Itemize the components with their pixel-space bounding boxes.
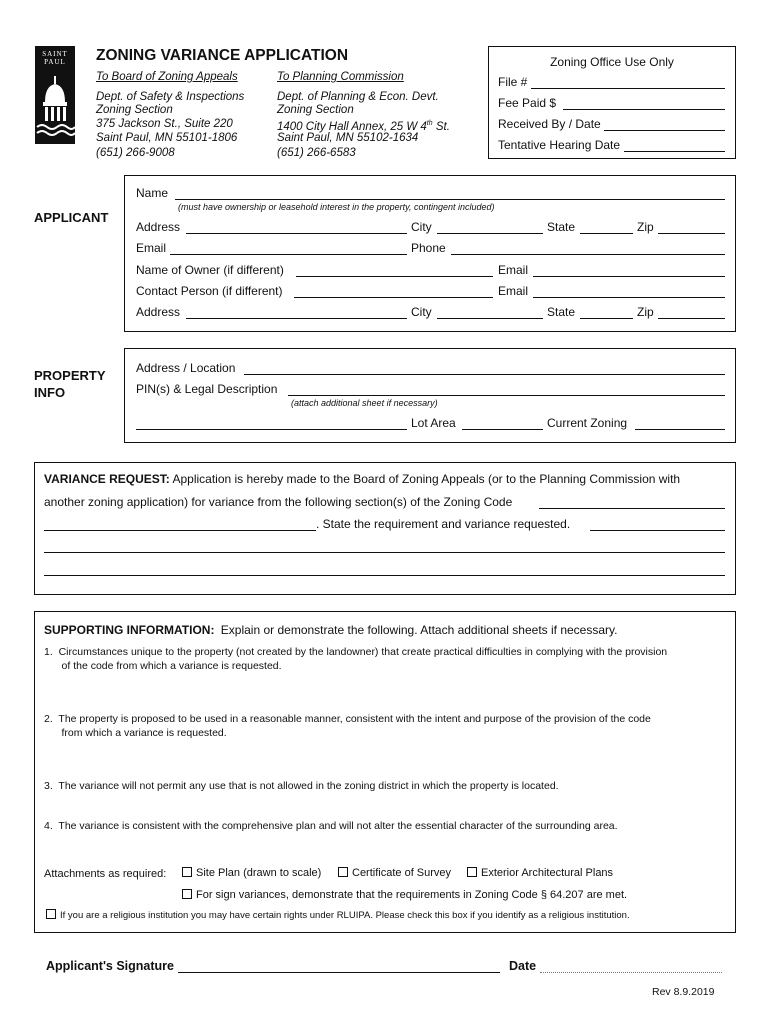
city2-label: City (411, 305, 432, 319)
site-plan-checkbox[interactable] (182, 867, 192, 877)
current-zoning-label: Current Zoning (547, 416, 628, 430)
lot-area-field[interactable] (462, 429, 543, 430)
contact-email-label: Email (498, 284, 529, 298)
phone-field[interactable] (451, 254, 725, 255)
variance-text-3: . State the requirement and variance requested. (316, 517, 571, 531)
pc-line-5: (651) 266-6583 (277, 147, 356, 159)
bza-line-4: Saint Paul, MN 55101-1806 (96, 132, 238, 144)
bza-line-3: 375 Jackson St., Suite 220 (96, 118, 233, 130)
address2-label: Address (136, 305, 181, 319)
logo-text-saint: SAINT (42, 50, 68, 58)
page-title: ZONING VARIANCE APPLICATION (96, 47, 349, 64)
owner-email-field[interactable] (533, 276, 725, 277)
pc-line-1: Dept. of Planning & Econ. Devt. (277, 91, 439, 103)
date-field[interactable] (540, 972, 722, 973)
supporting-heading: SUPPORTING INFORMATION: (44, 623, 215, 637)
received-by-field[interactable] (604, 130, 725, 131)
city-label: City (411, 220, 432, 234)
pc-line-3-sup: th (426, 120, 433, 127)
legal-description-field[interactable] (136, 429, 407, 430)
bza-line-5: (651) 266-9008 (96, 147, 175, 159)
name-label: Name (136, 186, 169, 200)
sign-label: For sign variances, demonstrate that the requirements in Zoning Code § 64.207 are met. (196, 889, 628, 901)
variance-text-2: another zoning application) for variance from the following section(s) of the Zoning Code (44, 495, 513, 509)
state2-field[interactable] (580, 318, 633, 319)
zip-field[interactable] (658, 233, 725, 234)
lot-area-label: Lot Area (411, 416, 456, 430)
supporting-item-3: 3. The variance will not permit any use that is not allowed in the zoning district in which the property is located. (44, 780, 559, 792)
current-zoning-field[interactable] (635, 429, 725, 430)
variance-heading: VARIANCE REQUEST: (44, 472, 170, 486)
zip2-label: Zip (637, 305, 654, 319)
site-plan-option[interactable] (182, 866, 321, 880)
address-field[interactable] (186, 233, 407, 234)
name-field[interactable] (175, 199, 725, 200)
bza-heading: To Board of Zoning Appeals (96, 71, 238, 83)
rluipa-checkbox[interactable] (46, 909, 56, 919)
certificate-option[interactable] (338, 866, 451, 880)
pin-label: PIN(s) & Legal Description (136, 382, 278, 396)
code-section-field[interactable] (539, 508, 725, 509)
email-field[interactable] (170, 254, 407, 255)
pin-field[interactable] (288, 395, 725, 396)
date-label: Date (509, 959, 537, 973)
saint-paul-logo (35, 46, 75, 144)
pc-line-2: Zoning Section (277, 104, 354, 116)
received-by-label: Received By / Date (498, 117, 601, 131)
pc-line-4: Saint Paul, MN 55102-1634 (277, 132, 419, 144)
rluipa-option[interactable] (46, 909, 630, 923)
office-use-title: Zoning Office Use Only (550, 55, 674, 69)
hearing-date-label: Tentative Hearing Date (498, 138, 621, 152)
email-label: Email (136, 241, 167, 255)
logo-text-paul: PAUL (44, 58, 66, 66)
property-section-title-1: PROPERTY (34, 368, 106, 383)
contact-label: Contact Person (if different) (136, 284, 283, 298)
state-field[interactable] (580, 233, 633, 234)
city2-field[interactable] (437, 318, 543, 319)
name-note: (must have ownership or leasehold interest in the property, contingent included) (178, 202, 495, 212)
code-section-field-2[interactable] (44, 530, 316, 531)
supporting-item-4: 4. The variance is consistent with the comprehensive plan and will not alter the essential character of the surrounding area. (44, 820, 618, 832)
location-label: Address / Location (136, 361, 236, 375)
supporting-header (44, 623, 617, 637)
state2-label: State (547, 305, 576, 319)
pc-line-3-text: 1400 City Hall Annex, 25 W 4 (277, 120, 427, 133)
hearing-date-field[interactable] (624, 151, 725, 152)
pc-heading: To Planning Commission (277, 71, 404, 83)
fee-paid-label: Fee Paid $ (498, 96, 557, 110)
file-number-label: File # (498, 75, 528, 89)
zip2-field[interactable] (658, 318, 725, 319)
variance-text-1: Application is hereby made to the Board of Zoning Appeals (or to the Planning Commission with (172, 472, 681, 486)
revision-label: Rev 8.9.2019 (652, 986, 715, 998)
attachments-label: Attachments as required: (44, 868, 167, 880)
bza-line-1: Dept. of Safety & Inspections (96, 91, 245, 103)
applicant-section-title: APPLICANT (34, 210, 109, 225)
pin-note: (attach additional sheet if necessary) (291, 398, 438, 408)
requirement-field-1[interactable] (590, 530, 725, 531)
property-section-title-2: INFO (34, 385, 66, 400)
exterior-label: Exterior Architectural Plans (481, 867, 614, 879)
signature-label: Applicant's Signature (46, 959, 174, 973)
address-label: Address (136, 220, 181, 234)
address2-field[interactable] (186, 318, 407, 319)
certificate-label: Certificate of Survey (352, 867, 452, 879)
rluipa-label: If you are a religious institution you may have certain rights under RLUIPA. Please check this box if you identify as a religious institution. (60, 910, 630, 921)
location-field[interactable] (244, 374, 725, 375)
supporting-intro: Explain or demonstrate the following. Attach additional sheets if necessary. (220, 623, 618, 637)
requirement-field-2[interactable] (44, 552, 725, 553)
sign-option[interactable] (182, 888, 627, 902)
signature-field[interactable] (178, 972, 500, 973)
certificate-checkbox[interactable] (338, 867, 348, 877)
city-field[interactable] (437, 233, 543, 234)
supporting-item-2: 2. The property is proposed to be used in a reasonable manner, consistent with the intent and purpose of the provision of the code from which a variance is requested. (44, 713, 651, 739)
requirement-field-3[interactable] (44, 575, 725, 576)
state-label: State (547, 220, 576, 234)
contact-email-field[interactable] (533, 297, 725, 298)
site-plan-label: Site Plan (drawn to scale) (196, 867, 322, 879)
contact-field[interactable] (294, 297, 493, 298)
bza-line-2: Zoning Section (96, 104, 173, 116)
owner-label: Name of Owner (if different) (136, 263, 284, 277)
capitol-dome-icon (35, 72, 75, 142)
fee-paid-field[interactable] (563, 109, 725, 110)
phone-label: Phone (411, 241, 446, 255)
exterior-checkbox[interactable] (467, 867, 477, 877)
owner-email-label: Email (498, 263, 529, 277)
file-number-field[interactable] (531, 88, 725, 89)
zip-label: Zip (637, 220, 654, 234)
pc-line-3-after: St. (432, 120, 450, 133)
exterior-option[interactable] (467, 866, 613, 880)
owner-field[interactable] (296, 276, 493, 277)
supporting-item-1: 1. Circumstances unique to the property (not created by the landowner) that create practical difficulties in complying with the provision of the code from which a variance is requested. (44, 646, 668, 672)
sign-checkbox[interactable] (182, 889, 192, 899)
variance-line-1 (44, 472, 680, 486)
